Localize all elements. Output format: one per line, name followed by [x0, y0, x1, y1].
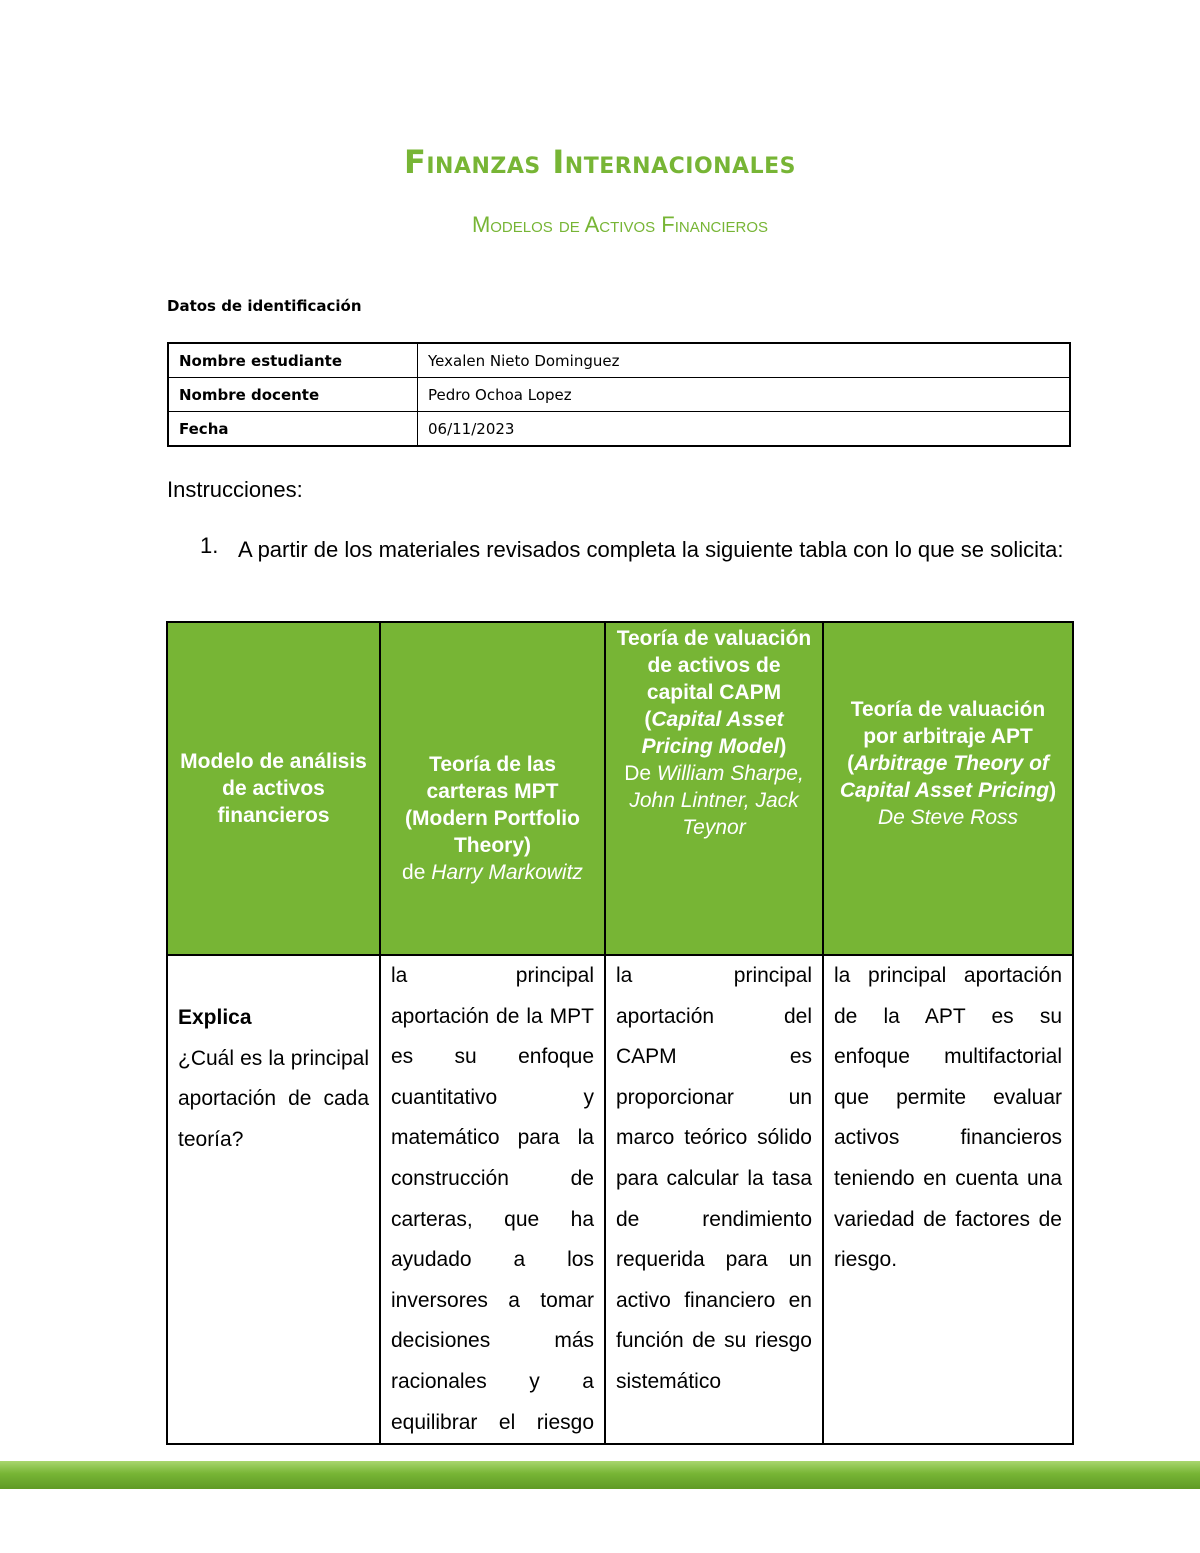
mpt-author: Harry Markowitz: [431, 861, 583, 884]
table-row: [167, 955, 1073, 1444]
capm-answer: la principal aportación del CAPM es proporcionar un marco teórico sólido para calcular la tasa de rendimiento requerida para un activo financiero en función de su riesgo sistemático: [616, 964, 812, 1393]
apt-author: De Steve Ross: [877, 806, 1019, 829]
footer-bar: [0, 1461, 1200, 1489]
id-key: Nombre docente: [168, 378, 418, 412]
header-capm: [605, 622, 823, 955]
capm-title: Teoría de valuación de activos de capital CAPM: [616, 627, 812, 704]
apt-title: Teoría de valuación por arbitraje APT: [850, 698, 1046, 748]
capm-author-prefix: De: [624, 762, 652, 785]
capm-paren-open: (: [644, 708, 652, 731]
mpt-answer-cell: [380, 955, 605, 1444]
mpt-answer: la principal aportación de la MPT es su enfoque cuantitativo y matemático para la construcción de carteras, que ha ayudado a los inversores a tomar decisiones más racionales y a equilibrar el riesgo: [391, 964, 594, 1434]
id-key: Nombre estudiante: [168, 343, 418, 378]
document-subtitle: Modelos de Activos Financieros: [471, 212, 769, 237]
id-value: Yexalen Nieto Dominguez: [418, 343, 1071, 378]
header-model-analysis: [167, 622, 380, 955]
table-row: [168, 343, 1070, 378]
apt-paren-close: ): [1049, 779, 1057, 802]
row-label-bold: Explica: [178, 1006, 252, 1029]
apt-full-name: Arbitrage Theory of Capital Asset Pricing: [839, 752, 1050, 802]
table-header-row: [167, 622, 1073, 955]
row-label-question: ¿Cuál es la principal aportación de cada teoría?: [178, 1046, 369, 1151]
apt-answer-cell: [823, 955, 1073, 1444]
mpt-title: Teoría de las carteras MPT (Modern Portfolio Theory): [405, 753, 580, 857]
table-row: [168, 378, 1070, 412]
id-key: Fecha: [168, 412, 418, 447]
id-value: Pedro Ochoa Lopez: [418, 378, 1071, 412]
apt-answer: la principal aportación de la APT es su enfoque multifactorial que permite evaluar activos financieros teniendo en cuenta una variedad de factores de riesgo.: [834, 964, 1062, 1272]
header-mpt: [380, 622, 605, 955]
header-model-analysis-text: Modelo de análisis de activos financieros: [180, 750, 367, 827]
capm-author: William Sharpe, John Lintner, Jack Teynor: [629, 762, 804, 839]
mpt-author-prefix: de: [402, 861, 426, 884]
instructions-label: Instrucciones:: [167, 477, 303, 502]
row-label-cell: [167, 955, 380, 1444]
identification-table: [167, 342, 1071, 447]
header-apt: [823, 622, 1073, 955]
id-value: 06/11/2023: [418, 412, 1071, 447]
capm-answer-cell: [605, 955, 823, 1444]
step-number: 1.: [200, 533, 219, 558]
comparison-table: [166, 621, 1074, 1445]
apt-paren-open: (: [847, 752, 855, 775]
capm-paren-close: ): [779, 735, 787, 758]
capm-full-name: Capital Asset Pricing Model: [641, 708, 784, 758]
step-text: A partir de los materiales revisados completa la siguiente tabla con lo que se solicita:: [238, 537, 1064, 562]
document-title: Finanzas Internacionales: [404, 143, 796, 181]
identification-label: Datos de identificación: [167, 297, 362, 315]
table-row: [168, 412, 1070, 447]
